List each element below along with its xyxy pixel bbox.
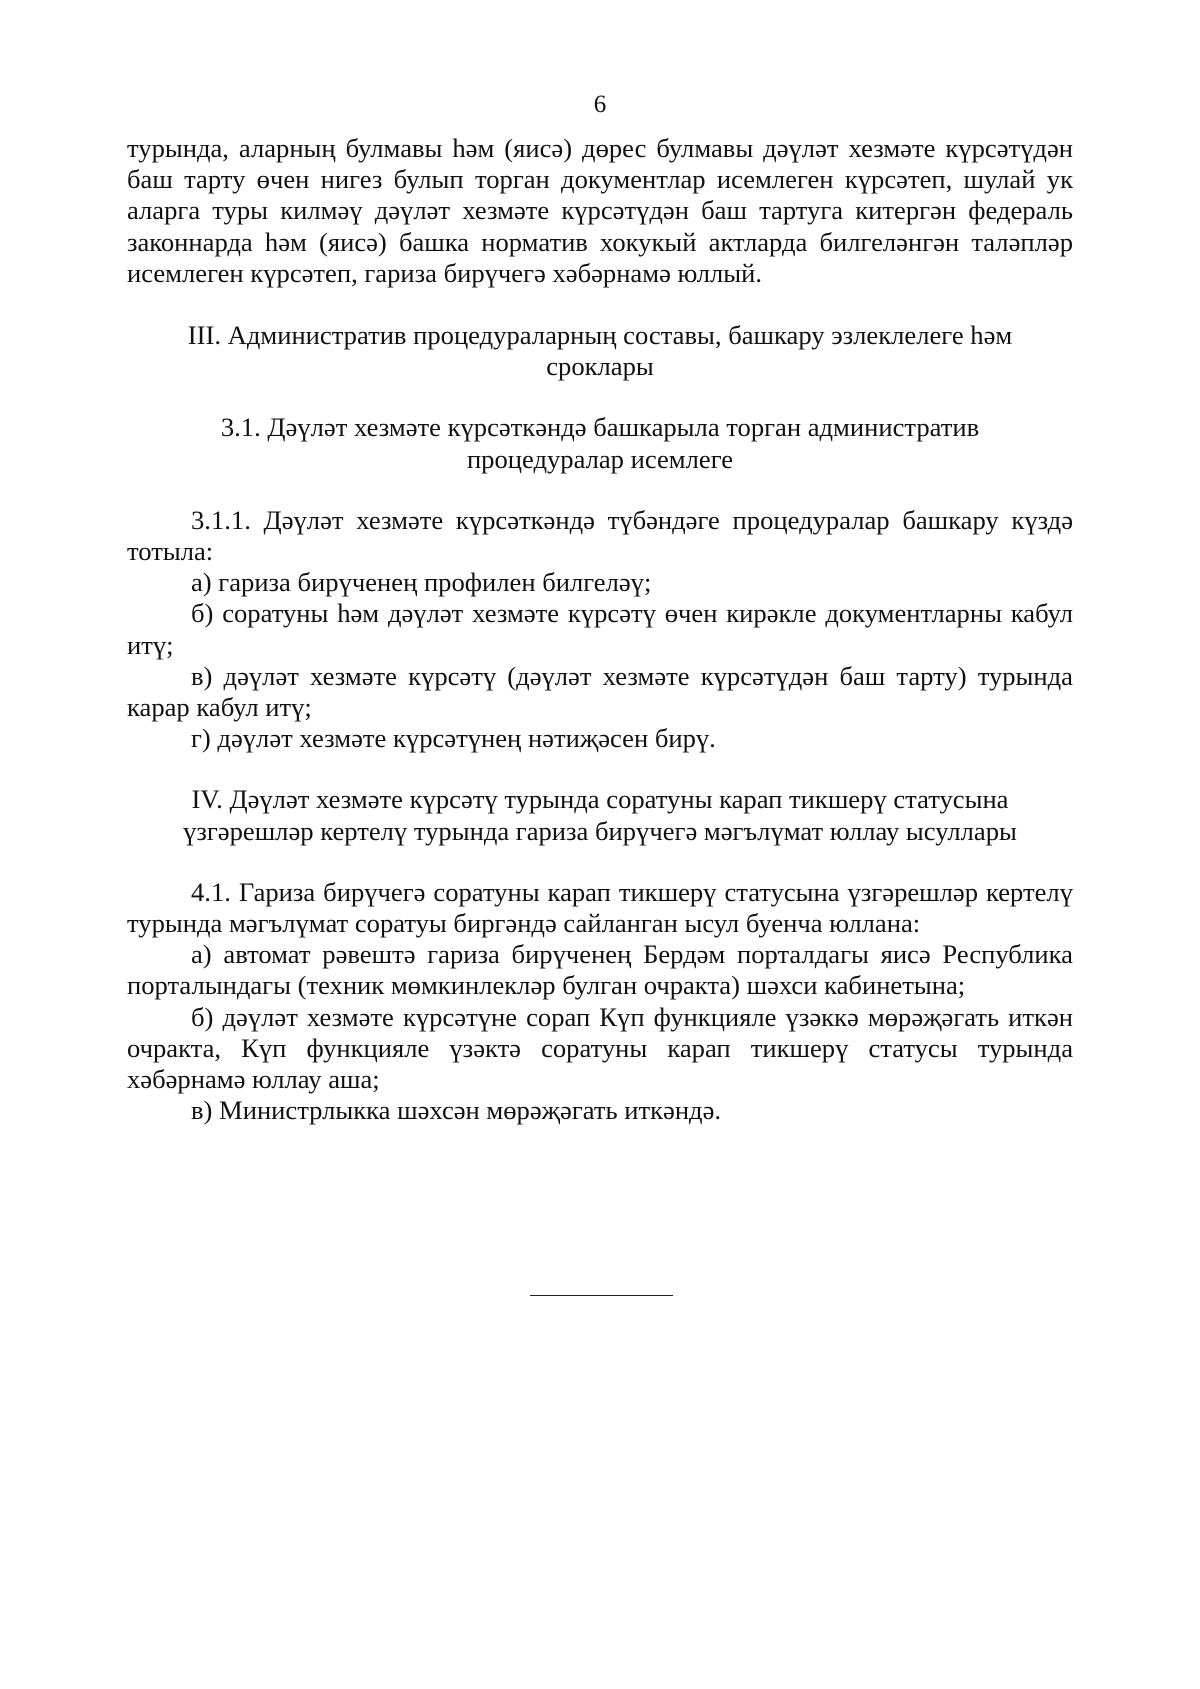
intro-paragraph: турында, аларның булмавы һәм (яисә) дөрес булмавы дәүләт хезмәте күрсәтүдән баш тарту өчен нигез булып торган документлар исемлеген күрсәтеп, шулай ук аларга туры килмәү дәүләт хезмәте күрсәтүдән баш тартуга китергән федераль законнарда һәм (яисә) башка норматив хокукый актларда билгеләнгән таләпләр исемлеген күрсәтеп, гариза бирүчегә хәбәрнамә юллый. bbox=[127, 133, 1073, 288]
list-item-3-a: а) гариза бирүченең профилен билгеләү; bbox=[191, 567, 652, 598]
list-item-3-g: г) дәүләт хезмәте күрсәтүнең нәтиҗәсен бирү. bbox=[191, 723, 716, 754]
item-3-1-1: 3.1.1. Дәүләт хезмәте күрсәткәндә түбәндәге процедуралар башкару күздә тотыла: bbox=[127, 504, 1073, 567]
section-4-heading-line-2: үзгәрешләр кертелү турында гариза бирүчегә мәгълүмат юллау ысуллары bbox=[183, 815, 1017, 846]
section-3-heading bbox=[121, 320, 1079, 382]
subsection-3-1-heading-line-1: 3.1. Дәүләт хезмәте күрсәткәндә башкарыла торган административ bbox=[220, 412, 980, 443]
subsection-3-1-heading bbox=[121, 412, 1079, 474]
section-3-heading-line-2: сроклары bbox=[546, 351, 654, 382]
list-item-3-v: в) дәүләт хезмәте күрсәтү (дәүләт хезмәте күрсәтүдән баш тарту) турында карар кабул итү; bbox=[127, 660, 1073, 723]
section-4-heading bbox=[121, 784, 1079, 846]
subsection-3-1-heading-line-2: процедуралар исемлеге bbox=[466, 443, 734, 474]
end-separator-line bbox=[530, 1295, 673, 1296]
list-item-3-b: б) соратуны һәм дәүләт хезмәте күрсәтү өчен кирәкле документларны кабул итү; bbox=[127, 598, 1073, 660]
list-item-4-v: в) Министрлыкка шәхсән мөрәҗәгать иткәндә. bbox=[191, 1095, 722, 1126]
list-item-4-b: б) дәүләт хезмәте күрсәтүне сорап Күп функцияле үзәккә мөрәҗәгать иткән очракта, Күп функцияле үзәктә соратуны карап тикшерү статусы турында хәбәрнамә юллау аша; bbox=[127, 1001, 1073, 1095]
section-3-heading-line-1: III. Административ процедураларның составы, башкару эзлеклелеге һәм bbox=[187, 320, 1013, 351]
section-4-heading-line-1: IV. Дәүләт хезмәте күрсәтү турында соратуны карап тикшерү статусына bbox=[191, 784, 1009, 815]
page-number: 6 bbox=[593, 91, 607, 118]
document-body bbox=[127, 133, 1073, 1126]
list-item-4-a: а) автомат рәвештә гариза бирүченең Бердәм порталдагы яисә Республика порталындагы (техник мөмкинлекләр булган очракта) шәхси кабинетына; bbox=[127, 939, 1073, 1001]
item-4-1: 4.1. Гариза бирүчегә соратуны карап тикшерү статусына үзгәрешләр кертелү турында мәгълүмат соратуы биргәндә сайланган ысул буенча юллана: bbox=[127, 876, 1073, 939]
